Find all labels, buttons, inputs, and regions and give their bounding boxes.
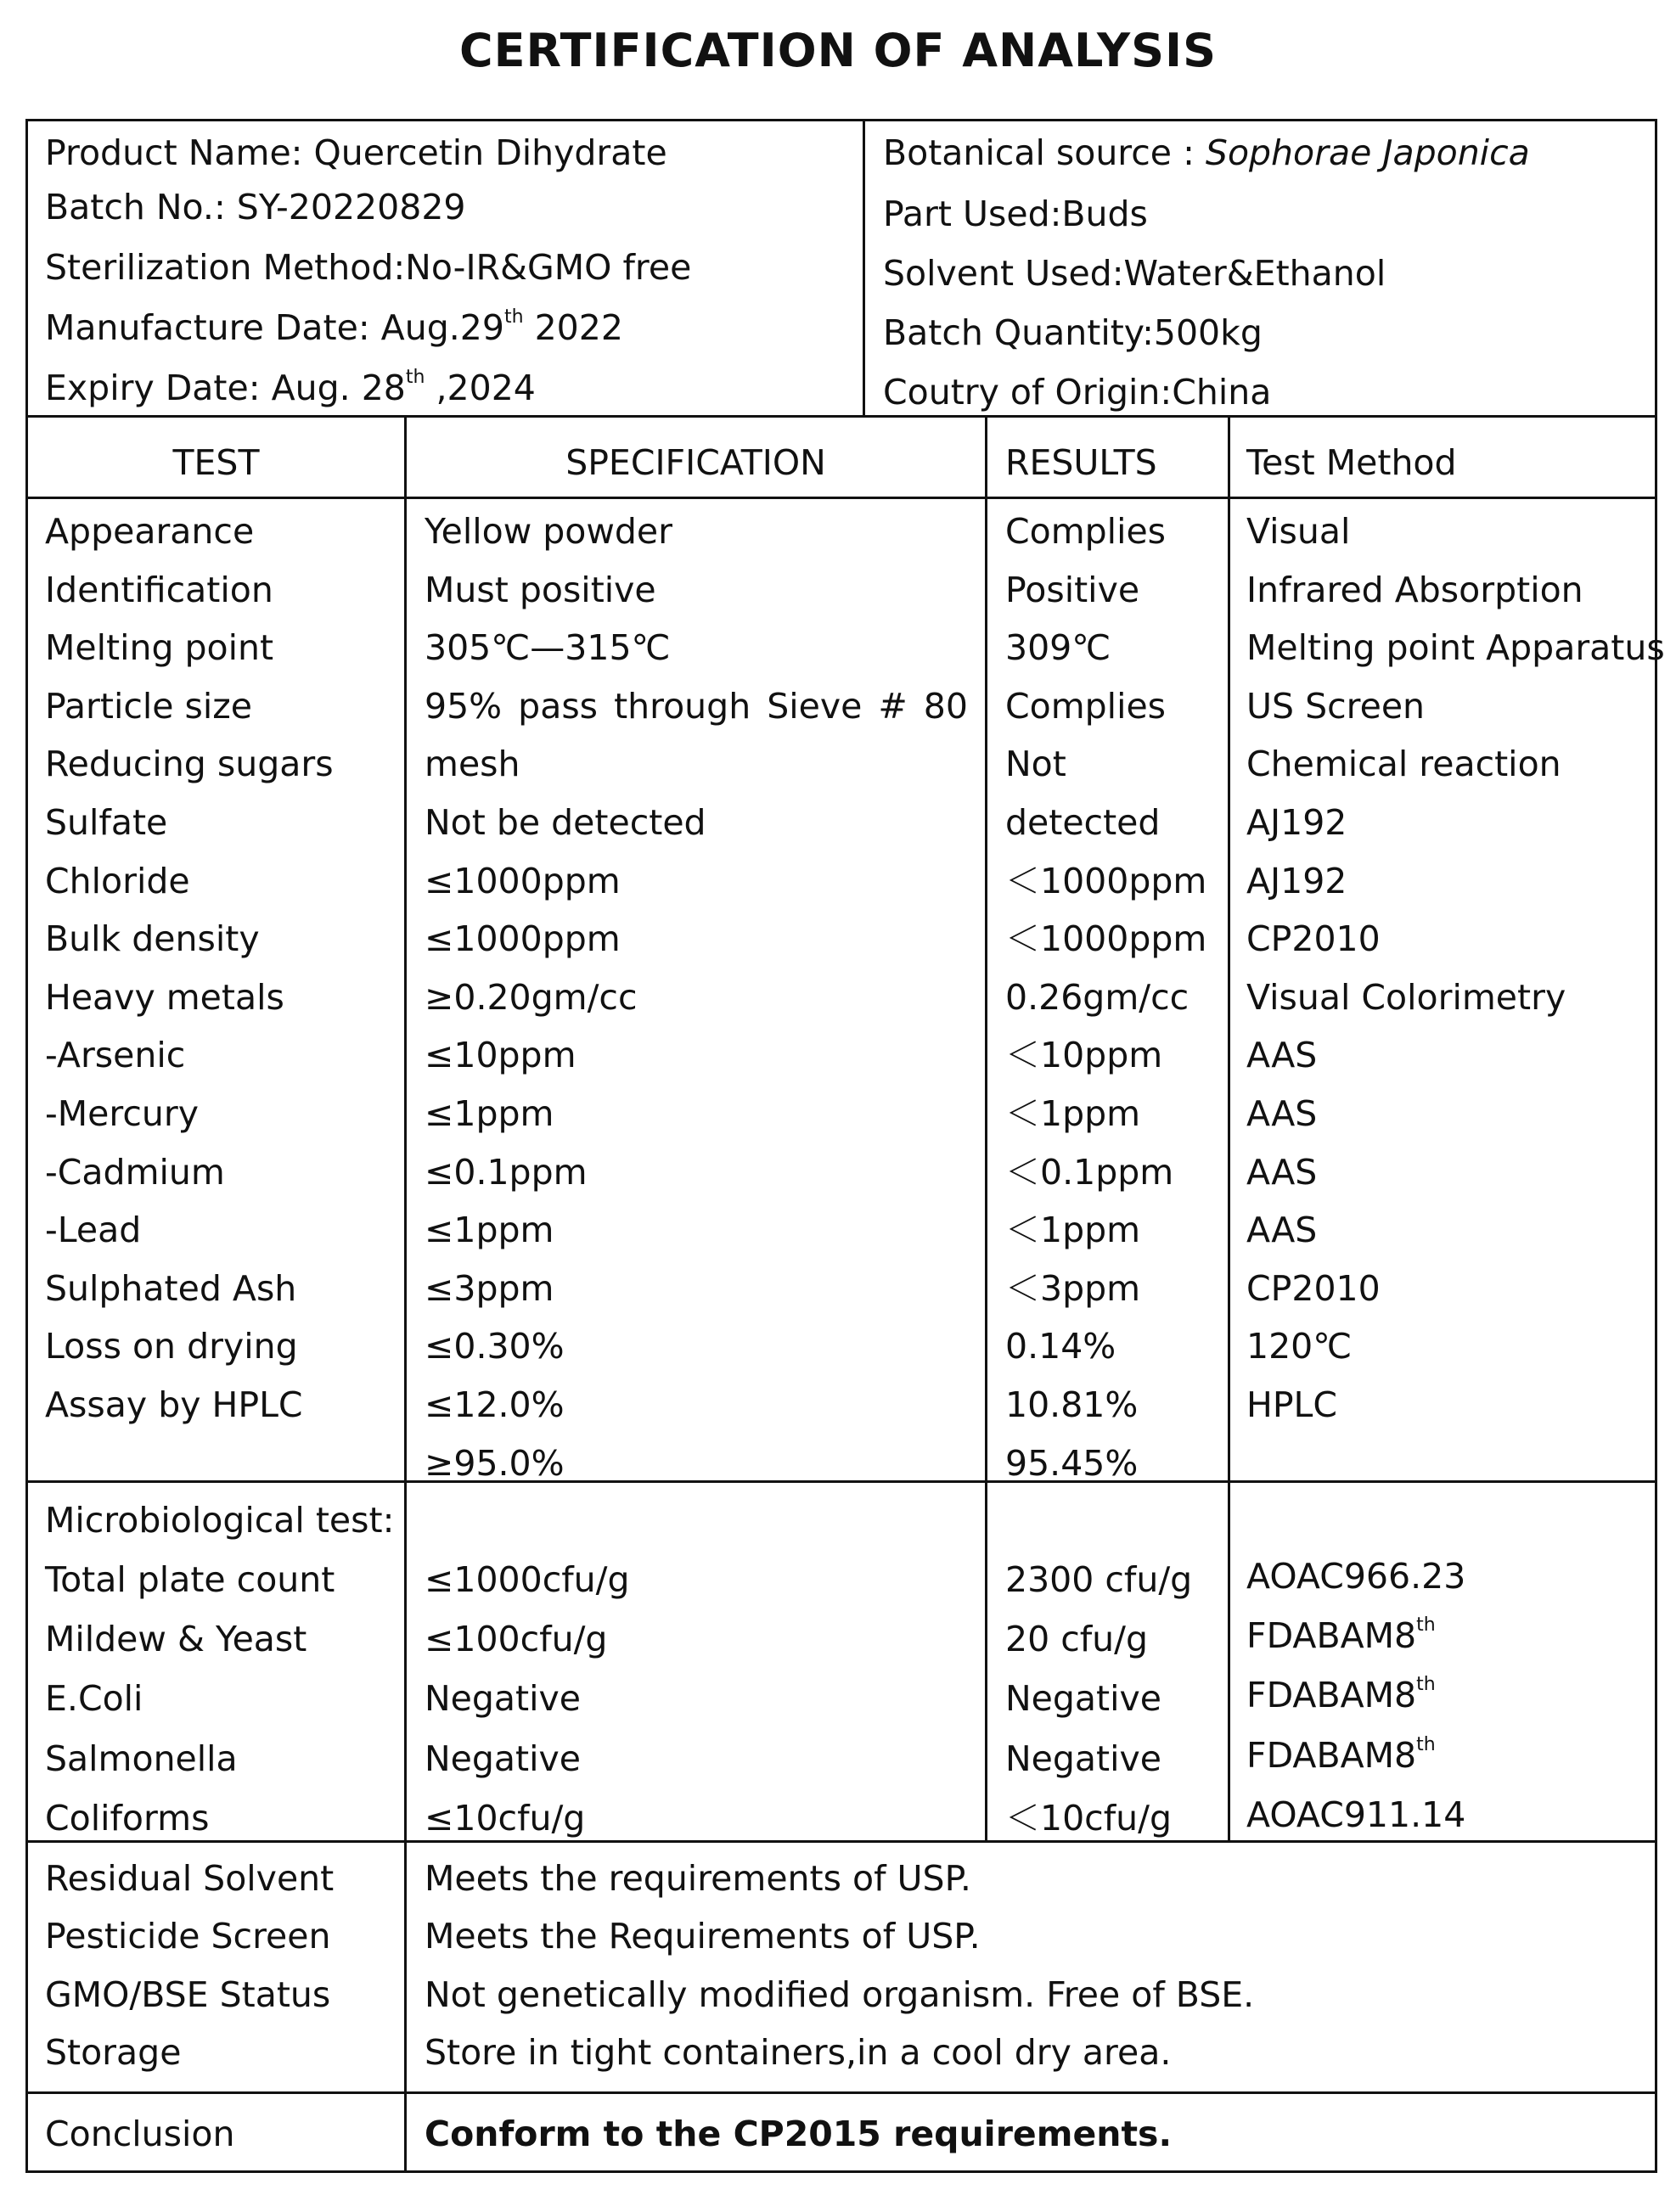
test-method: AAS: [1246, 1151, 1318, 1193]
spec-word: Sieve: [767, 686, 863, 727]
test-result: ＜1ppm: [1005, 1210, 1141, 1251]
micro-result: 2300 cfu/g: [1005, 1559, 1193, 1600]
botanical-source: Botanical source : Sophorae Japonica: [883, 132, 1530, 173]
product-name: Product Name: Quercetin Dihydrate: [45, 132, 667, 173]
micro-spec: ≤100cfu/g: [425, 1619, 608, 1660]
micro-spec: Negative: [425, 1678, 581, 1720]
batch-quantity: Batch Quantity:500kg: [883, 312, 1263, 353]
test-name: Loss on drying: [45, 1326, 298, 1367]
divider-other-bottom: [25, 2091, 1657, 2094]
test-method: Visual: [1246, 511, 1351, 552]
document-title: CERTIFICATION OF ANALYSIS: [459, 24, 1217, 77]
test-spec: mesh: [425, 744, 520, 785]
spec-word: pass: [518, 686, 599, 727]
divider-col-test: [404, 415, 407, 2172]
header-test: TEST: [172, 442, 260, 483]
test-spec: ≤10ppm: [425, 1035, 576, 1076]
micro-method: AOAC911.14: [1246, 1794, 1466, 1835]
micro-test-name: E.Coli: [45, 1678, 143, 1720]
micro-result: 20 cfu/g: [1005, 1619, 1149, 1660]
test-name: Particle size: [45, 685, 253, 727]
test-result: 95.45%: [1005, 1442, 1139, 1484]
test-spec: Not be detected: [425, 802, 706, 843]
test-result: ＜1000ppm: [1005, 918, 1207, 960]
micro-heading: Microbiological test:: [45, 1500, 395, 1541]
test-spec: ≤1000ppm: [425, 860, 621, 901]
requirement-value: Meets the Requirements of USP.: [425, 1916, 981, 1957]
test-name: -Mercury: [45, 1093, 199, 1134]
test-result: 309℃: [1005, 627, 1111, 669]
requirement-name: Pesticide Screen: [45, 1916, 331, 1957]
test-spec: ≥95.0%: [425, 1442, 565, 1484]
test-name: -Lead: [45, 1210, 142, 1251]
test-result: 0.14%: [1005, 1326, 1116, 1367]
test-name: Assay by HPLC: [45, 1384, 303, 1425]
spec-particle-size: [425, 686, 968, 727]
micro-method: FDABAM8th: [1246, 1733, 1436, 1776]
divider-tests-bottom: [25, 1480, 1657, 1483]
micro-test-name: Coliforms: [45, 1797, 210, 1839]
test-spec: ≤0.30%: [425, 1326, 565, 1367]
test-result: detected: [1005, 802, 1161, 843]
micro-spec: ≤1000cfu/g: [425, 1559, 630, 1600]
requirement-value: Store in tight containers,in a cool dry area.: [425, 2032, 1172, 2074]
micro-test-name: Salmonella: [45, 1738, 238, 1779]
micro-test-name: Total plate count: [45, 1559, 335, 1600]
test-spec: ≤3ppm: [425, 1267, 554, 1309]
header-results: RESULTS: [1005, 442, 1157, 483]
test-name: Heavy metals: [45, 976, 284, 1018]
test-spec: ≤1ppm: [425, 1093, 554, 1134]
country-of-origin: Coutry of Origin:China: [883, 372, 1272, 413]
test-method: HPLC: [1246, 1384, 1338, 1425]
manufacture-date: Manufacture Date: Aug.29th 2022: [45, 306, 623, 348]
test-spec: 305℃—315℃: [425, 627, 671, 669]
test-spec: Must positive: [425, 569, 656, 610]
test-name: Bulk density: [45, 918, 260, 960]
test-result: ＜3ppm: [1005, 1267, 1141, 1309]
test-method: Melting point Apparatus: [1246, 627, 1665, 669]
requirement-value: Not genetically modified organism. Free of BSE.: [425, 1973, 1255, 2015]
test-method: AAS: [1246, 1210, 1318, 1251]
test-result: 0.26gm/cc: [1005, 976, 1190, 1018]
test-method: AJ192: [1246, 802, 1347, 843]
spec-word: #: [878, 686, 908, 727]
test-result: Complies: [1005, 511, 1167, 552]
divider-col-spec: [985, 415, 987, 1843]
solvent-used: Solvent Used:Water&Ethanol: [883, 253, 1386, 294]
test-method: US Screen: [1246, 685, 1426, 727]
spec-word: through: [614, 686, 751, 727]
micro-method: AOAC966.23: [1246, 1556, 1466, 1597]
expiry-date: Expiry Date: Aug. 28th ,2024: [45, 367, 536, 408]
micro-method: FDABAM8th: [1246, 1614, 1436, 1657]
test-spec: Yellow powder: [425, 511, 673, 552]
test-spec: ≤1000ppm: [425, 918, 621, 960]
spec-word: 95%: [425, 686, 503, 727]
test-name: -Cadmium: [45, 1151, 225, 1193]
test-name: Identification: [45, 569, 273, 610]
requirement-value: Meets the requirements of USP.: [425, 1858, 971, 1899]
requirement-name: GMO/BSE Status: [45, 1973, 331, 2015]
test-spec: ≥0.20gm/cc: [425, 976, 638, 1018]
test-name: Sulphated Ash: [45, 1267, 297, 1309]
micro-result: Negative: [1005, 1738, 1161, 1779]
test-method: 120℃: [1246, 1326, 1353, 1367]
micro-method: FDABAM8th: [1246, 1674, 1436, 1716]
test-name: Chloride: [45, 860, 190, 901]
test-name: Sulfate: [45, 802, 168, 843]
micro-spec: ≤10cfu/g: [425, 1797, 586, 1839]
test-method: CP2010: [1246, 918, 1381, 960]
divider-micro-bottom: [25, 1840, 1657, 1843]
requirement-name: Storage: [45, 2032, 182, 2074]
test-result: Positive: [1005, 569, 1140, 610]
conclusion-value: Conform to the CP2015 requirements.: [425, 2114, 1173, 2154]
test-method: AAS: [1246, 1093, 1318, 1134]
test-spec: ≤0.1ppm: [425, 1151, 588, 1193]
test-result: Not: [1005, 744, 1066, 785]
test-method: AJ192: [1246, 860, 1347, 901]
header-test-method: Test Method: [1246, 442, 1457, 483]
batch-number: Batch No.: SY-20220829: [45, 187, 466, 227]
requirement-name: Residual Solvent: [45, 1858, 335, 1899]
micro-result: ＜10cfu/g: [1005, 1797, 1172, 1839]
test-method: Visual Colorimetry: [1246, 976, 1566, 1018]
spec-word: 80: [923, 686, 968, 727]
divider-info-vertical: [863, 119, 865, 418]
test-spec: ≤1ppm: [425, 1210, 554, 1251]
micro-spec: Negative: [425, 1738, 581, 1779]
test-method: CP2010: [1246, 1267, 1381, 1309]
micro-result: Negative: [1005, 1678, 1161, 1720]
test-name: Reducing sugars: [45, 744, 334, 785]
test-result: ＜1000ppm: [1005, 860, 1207, 901]
test-method: AAS: [1246, 1035, 1318, 1076]
test-name: -Arsenic: [45, 1035, 186, 1076]
conclusion-label: Conclusion: [45, 2114, 235, 2154]
test-method: Infrared Absorption: [1246, 569, 1583, 610]
test-result: ＜10ppm: [1005, 1035, 1163, 1076]
divider-info-bottom: [25, 415, 1657, 418]
test-result: ＜0.1ppm: [1005, 1151, 1174, 1193]
part-used: Part Used:Buds: [883, 194, 1148, 234]
test-name: Appearance: [45, 511, 255, 552]
test-method: Chemical reaction: [1246, 744, 1561, 785]
test-result: Complies: [1005, 685, 1167, 727]
sterilization-method: Sterilization Method:No-IR&GMO free: [45, 247, 692, 288]
header-specification: SPECIFICATION: [565, 442, 826, 483]
divider-header-bottom: [25, 497, 1657, 499]
test-result: ＜1ppm: [1005, 1093, 1141, 1134]
test-spec: ≤12.0%: [425, 1384, 565, 1425]
test-name: Melting point: [45, 627, 274, 669]
divider-col-results: [1228, 415, 1230, 1843]
test-result: 10.81%: [1005, 1384, 1139, 1425]
micro-test-name: Mildew & Yeast: [45, 1619, 307, 1660]
